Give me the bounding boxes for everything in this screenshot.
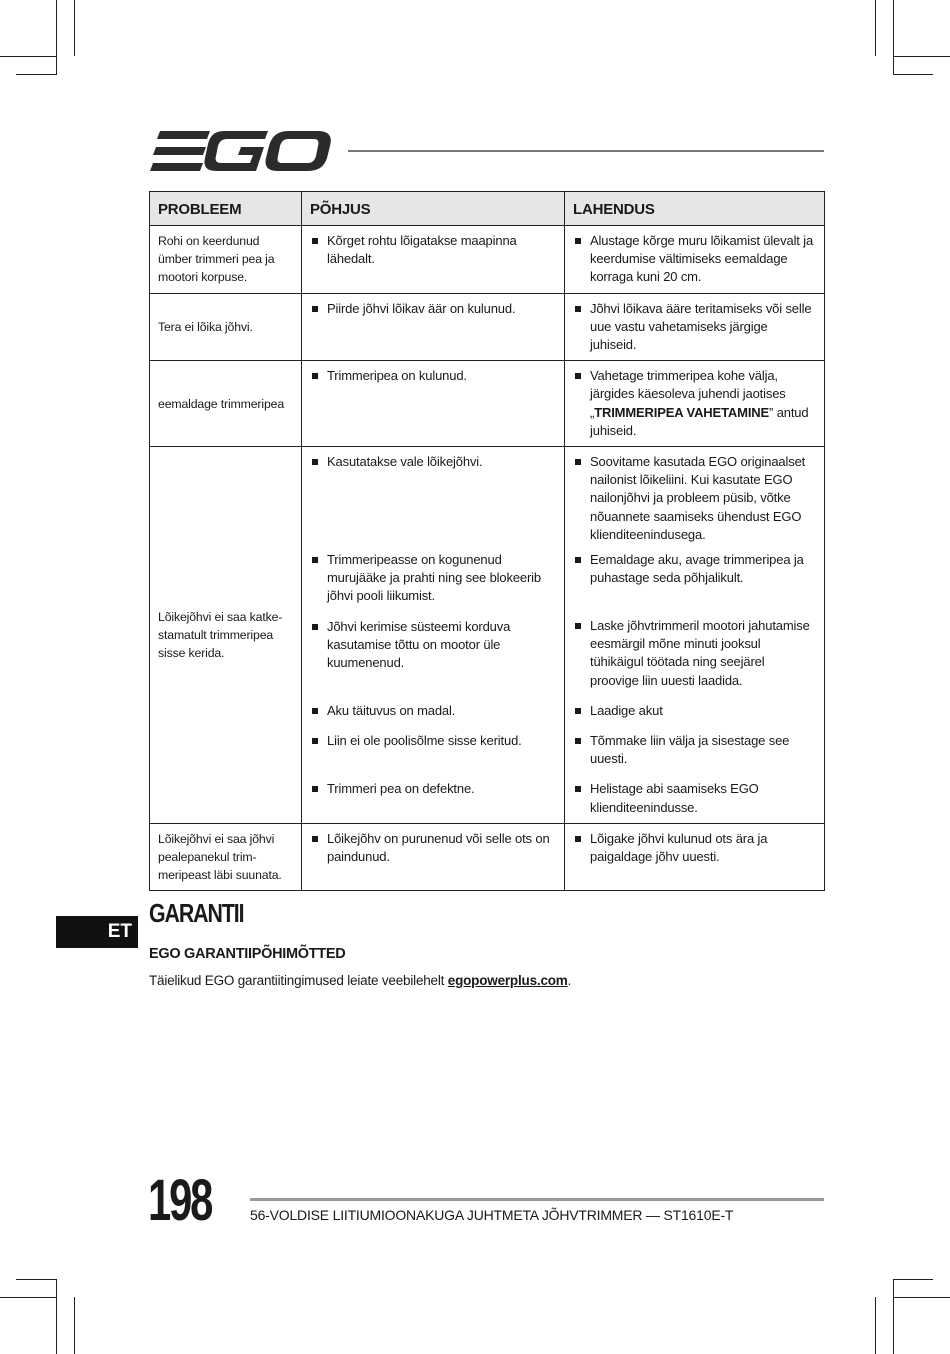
crop-mark — [893, 0, 894, 75]
list-item: Trimmeri pea on defektne. — [310, 780, 556, 798]
crop-mark — [893, 1279, 894, 1354]
crop-mark — [74, 1297, 75, 1354]
list-item: Lõigake jõhvi kulunud ots ära ja paigaldage jõhv uuesti. — [573, 830, 816, 866]
footer-product-title: 56-VOLDISE LIITIUMIOONAKUGA JUHTMETA JÕHVTRIMMER — ST1610E-T — [250, 1207, 734, 1223]
crop-mark — [893, 1279, 933, 1280]
problem-cell: Lõikejõhvi ei saa jõhvi pealepanekul trim-meripeast läbi suunata. — [150, 823, 302, 891]
table-row — [150, 226, 825, 294]
list-item: Eemaldage aku, avage trimmeripea ja puhastage seda põhjalikult. — [573, 551, 816, 605]
list-item: Alustage kõrge muru lõikamist ülevalt ja keerdumise vältimiseks eemaldage korraga kuni 20 cm. — [573, 232, 816, 287]
cause-cell — [302, 447, 565, 824]
column-header-cause: PÕHJUS — [302, 192, 565, 226]
list-item: Tõmmake liin välja ja sisestage see uuesti. — [573, 732, 816, 768]
troubleshooting-table — [149, 191, 825, 891]
list-item — [573, 367, 816, 440]
list-item: Jõhvi lõikava ääre teritamiseks või selle uue vastu vahetamiseks järgige juhiseid. — [573, 300, 816, 355]
list-item: Laadige akut — [573, 702, 816, 720]
crop-mark — [893, 74, 933, 75]
solution-cell — [565, 447, 825, 824]
crop-mark — [893, 1297, 950, 1298]
crop-mark — [16, 1279, 56, 1280]
warranty-text-post: . — [567, 973, 572, 988]
list-item: Lõikejõhv on purunenud või selle ots on paindunud. — [310, 830, 556, 866]
list-item: Kasutatakse vale lõikejõhvi. — [310, 453, 556, 539]
list-item: Aku täituvus on madal. — [310, 702, 556, 720]
column-header-problem: PROBLEEM — [150, 192, 302, 226]
problem-cell: eemaldage trimmeripea — [150, 361, 302, 447]
column-header-solution: LAHENDUS — [565, 192, 825, 226]
footer-rule — [250, 1198, 824, 1201]
list-item: Liin ei ole poolisõlme sisse keritud. — [310, 732, 556, 768]
crop-mark — [16, 74, 56, 75]
table-header-row — [150, 192, 825, 226]
list-item: Trimmeripea on kulunud. — [310, 367, 556, 385]
list-item: Soovitame kasutada EGO originaalset nailonist lõikeliini. Kui kasutate EGO nailonjõhvi ja probleem püsib, võtke nõuannete saamiseks ühendust EGO klienditeenindusega. — [573, 453, 816, 539]
solution-text: ” antud juhiseid. — [590, 404, 809, 438]
table-row — [150, 293, 825, 361]
problem-cell: Rohi on keerdunud ümber trimmeri pea ja mootori korpuse. — [150, 226, 302, 294]
list-item: Jõhvi kerimise süsteemi korduva kasutamise tõttu on mootor üle kuumenenud. — [310, 618, 556, 690]
page-number: 198 — [148, 1168, 212, 1233]
section-title: GARANTII — [149, 898, 244, 928]
problem-cell: Tera ei lõika jõhvi. — [150, 293, 302, 361]
list-item: Piirde jõhvi lõikav äär on kulunud. — [310, 300, 556, 318]
crop-mark — [0, 56, 56, 57]
warranty-link[interactable]: egopowerplus.com — [447, 973, 568, 988]
solution-cell — [565, 293, 825, 361]
table-row — [150, 361, 825, 447]
section-subtitle: EGO GARANTIIPÕHIMÕTTED — [149, 946, 346, 962]
problem-cell: Lõikejõhvi ei saa katke-stamatult trimmeripea sisse kerida. — [150, 447, 302, 824]
solution-cell — [565, 361, 825, 447]
crop-mark — [875, 1297, 876, 1354]
crop-mark — [875, 0, 876, 56]
table-row — [150, 823, 825, 891]
crop-mark — [56, 1279, 57, 1354]
crop-mark — [74, 0, 75, 56]
language-tab: ET — [56, 916, 138, 948]
cause-cell — [302, 293, 565, 361]
solution-cell — [565, 226, 825, 294]
table-row — [150, 447, 825, 824]
list-item: Helistage abi saamiseks EGO klienditeenindusse. — [573, 780, 816, 816]
ego-logo — [150, 128, 332, 174]
crop-mark — [0, 1297, 56, 1298]
cause-cell — [302, 361, 565, 447]
crop-mark — [893, 56, 950, 57]
solution-cell — [565, 823, 825, 891]
list-item: Laske jõhvtrimmeril mootori jahutamise eesmärgil mõne minuti jooksul tühikäigul töötada ning seejärel proovige liin uuesti laadida. — [573, 617, 816, 690]
header-rule — [348, 150, 824, 152]
solution-text: Vahetage trimmeripea kohe välja, järgides käesoleva juhendi jaotises „ — [590, 368, 786, 420]
warranty-text — [149, 973, 571, 988]
crop-mark — [56, 0, 57, 75]
cause-cell — [302, 823, 565, 891]
section-reference: TRIMMERIPEA VAHETAMINE — [594, 404, 770, 420]
cause-cell — [302, 226, 565, 294]
list-item: Trimmeripeasse on kogunenud murujääke ja prahti ning see blokeerib jõhvi pooli liikumist. — [310, 551, 556, 606]
list-item: Kõrget rohtu lõigatakse maapinna lähedalt. — [310, 232, 556, 268]
warranty-text-pre: Täielikud EGO garantiitingimused leiate veebilehelt — [149, 973, 448, 988]
